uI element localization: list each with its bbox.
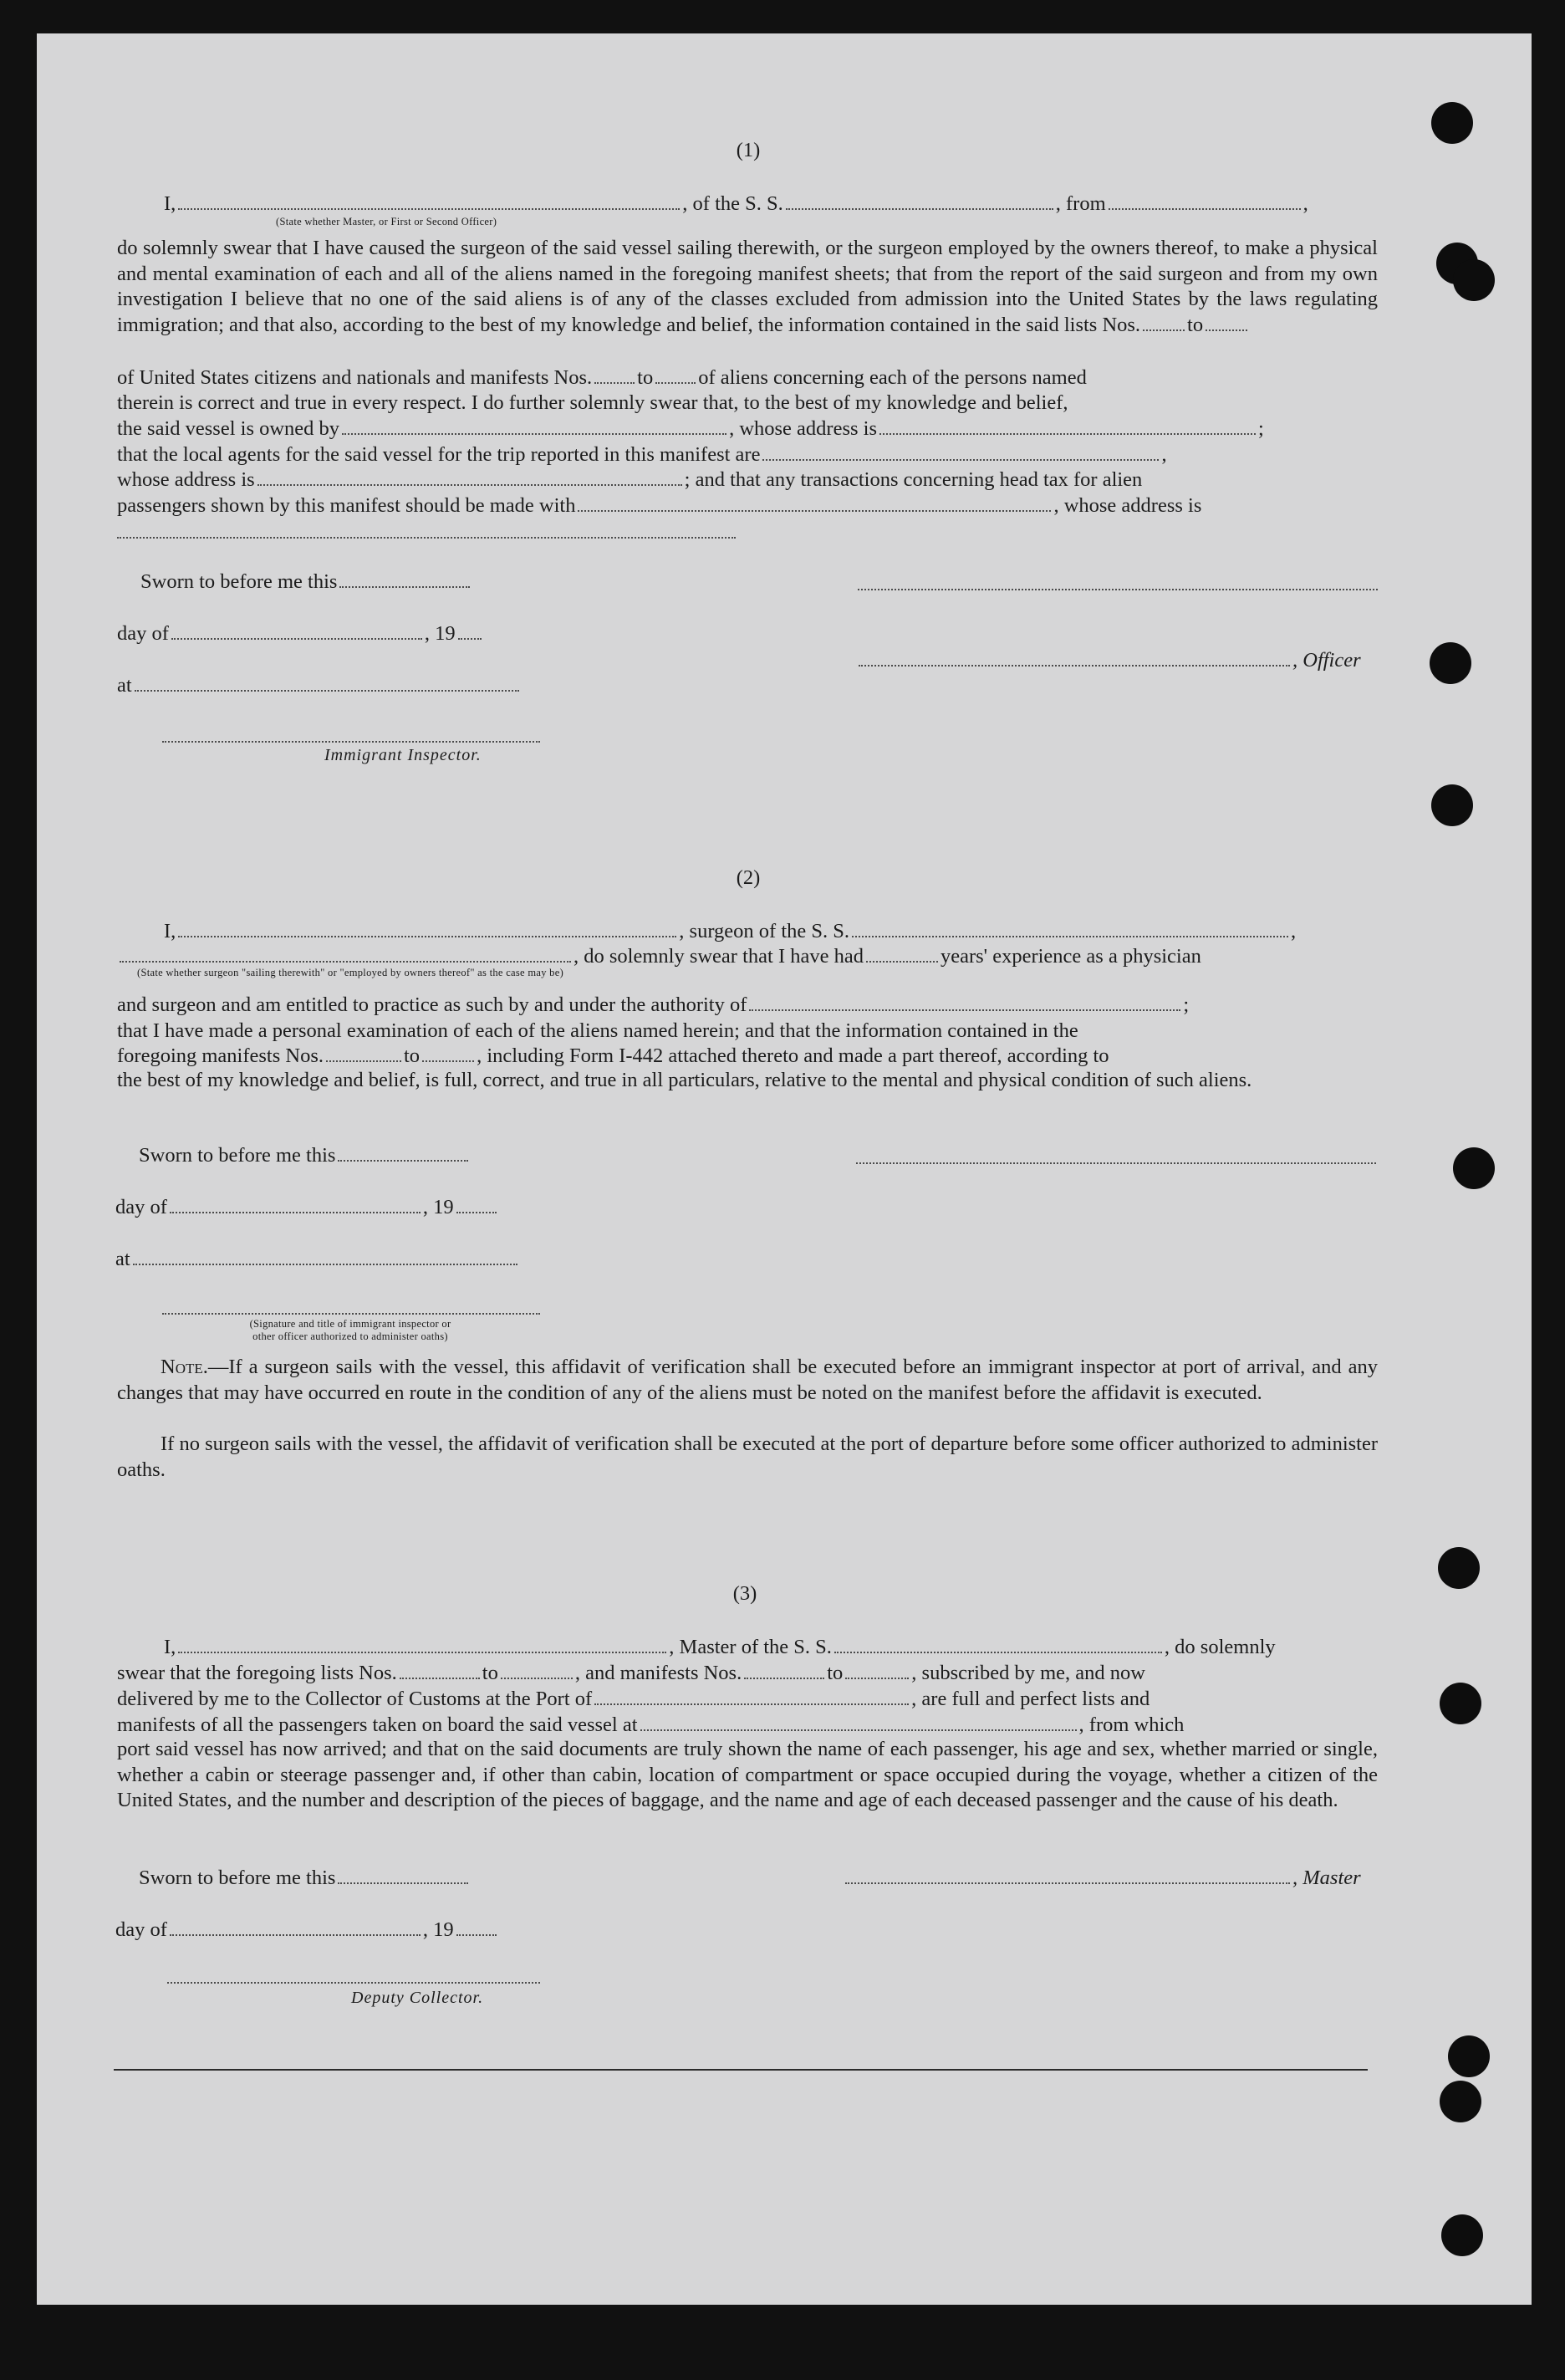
section-3-line-1: I, , Master of the S. S. , do solemnly [164, 1636, 1276, 1658]
section-3-number: (3) [732, 1582, 757, 1605]
section-2-caption: (State whether surgeon "sailing therewith" or "employed by owners thereof" as the case may be) [137, 967, 564, 978]
surgeon-vessel-field[interactable] [852, 936, 1288, 937]
section-2-personal-line: that I have made a personal examination of each of the aliens named herein; and that the information contained in the [117, 1019, 1078, 1042]
section-3-swear-line: swear that the foregoing lists Nos. to , and manifests Nos. to , subscribed by me, and now [117, 1662, 1145, 1684]
punch-hole [1430, 642, 1471, 684]
section-1-whose-line: whose address is ; and that any transactions concerning head tax for alien [117, 468, 1143, 491]
owner-field[interactable] [342, 433, 726, 435]
section-1-day-of: day of , 19 [117, 621, 484, 646]
section-1-number: (1) [736, 139, 761, 161]
manifests-to-field[interactable] [655, 382, 696, 384]
from-port-field[interactable] [1109, 208, 1301, 210]
section-1-therein-line: therein is correct and true in every respect. I do further solemnly swear that, to the best of my knowledge and belief, [117, 391, 1068, 414]
punch-hole [1441, 2214, 1483, 2256]
inspector-label: Immigrant Inspector. [324, 746, 482, 764]
surgeon-name-field[interactable] [178, 936, 676, 937]
punch-hole [1453, 259, 1495, 301]
head-tax-party-field[interactable] [578, 510, 1051, 512]
punch-hole [1440, 2081, 1481, 2122]
master-manifests-to-field[interactable] [845, 1678, 909, 1679]
section-1-sworn: Sworn to before me this [140, 569, 472, 595]
month-field[interactable] [171, 638, 422, 640]
agents-field[interactable] [762, 459, 1159, 461]
port-field[interactable] [594, 1703, 909, 1705]
master-lists-from-field[interactable] [400, 1678, 480, 1679]
sworn-day-field[interactable] [339, 586, 470, 588]
signature-caption: (Signature and title of immigrant inspector or other officer authorized to administer oaths) [249, 1318, 451, 1342]
punch-hole [1438, 1547, 1480, 1589]
surgeon-status-field[interactable] [120, 961, 571, 963]
section-3-delivered-line: delivered by me to the Collector of Customs at the Port of , are full and perfect lists and [117, 1688, 1150, 1710]
at-place-field-2[interactable] [133, 1264, 517, 1265]
section-2-sworn: Sworn to before me this [139, 1142, 471, 1168]
at-place-field[interactable] [135, 690, 519, 692]
year-field-2[interactable] [456, 1212, 497, 1213]
section-1-officer-row: , Officer [856, 647, 1361, 673]
section-1-at: at [117, 672, 522, 698]
head-tax-address-field[interactable] [117, 537, 736, 539]
section-1-paragraph: do solemnly swear that I have caused the surgeon of the said vessel sailing therewith, or the surgeon employed by the owners thereof, to make a physical and mental examination of each and all of the aliens named in the foregoing manifest sheets; that from the report of the said surgeon and from my own investigation I believe that no one of the said aliens is of any of the classes excluded from admission into the United States by the laws regulating immigration; and that also, according to the best of my knowledge and belief, the information contained in the said lists Nos. to [117, 237, 1378, 336]
punch-hole [1431, 784, 1473, 826]
years-experience-field[interactable] [866, 961, 938, 963]
master-signature-line[interactable] [845, 1882, 1290, 1884]
note-label: Note. [161, 1356, 208, 1378]
note-paragraph: Note.—If a surgeon sails with the vessel, this affidavit of verification shall be executed before an immigrant inspector at port of arrival, and any changes that may have occurred en route in the condition of any of the aliens must be noted on the manifest before the affidavit is executed. [117, 1356, 1378, 1404]
section-1-citizens-line: of United States citizens and nationals and manifests Nos. to of aliens concerning each of the persons named [117, 366, 1087, 389]
surgeon-manifests-to-field[interactable] [422, 1060, 474, 1062]
section-1-agents-line: that the local agents for the said vessel for the trip reported in this manifest are , [117, 443, 1167, 466]
punch-hole [1453, 1147, 1495, 1189]
authority-field[interactable] [749, 1009, 1180, 1011]
master-vessel-field[interactable] [834, 1652, 1162, 1653]
section-2-number: (2) [736, 866, 761, 889]
surgeon-signature-line[interactable] [856, 1162, 1376, 1164]
sworn-day-field-2[interactable] [338, 1160, 468, 1162]
vessel-name-field[interactable] [786, 208, 1053, 210]
punch-hole [1448, 2035, 1490, 2077]
master-lists-to-field[interactable] [501, 1678, 573, 1679]
owner-address-field[interactable] [879, 433, 1256, 435]
note-paragraph-2: If no surgeon sails with the vessel, the affidavit of verification shall be executed at the port of departure before some officer authorized to administer oaths. [117, 1433, 1378, 1481]
punch-hole [1431, 102, 1473, 144]
section-3-master-row: , Master [843, 1865, 1361, 1891]
lists-to-field[interactable] [1206, 329, 1247, 331]
section-2-line-1: I, , surgeon of the S. S. , [164, 920, 1297, 942]
bottom-rule [114, 2069, 1368, 2071]
boarding-port-field[interactable] [640, 1729, 1077, 1731]
punch-hole [1440, 1683, 1481, 1724]
manifests-from-field[interactable] [594, 382, 635, 384]
section-2-foregoing-line: foregoing manifests Nos. to , including Form I-442 attached thereto and made a part thereof, according to [117, 1044, 1109, 1067]
year-field-3[interactable] [456, 1934, 497, 1936]
master-name-field[interactable] [178, 1652, 666, 1653]
section-1-caption: (State whether Master, or First or Second Officer) [276, 216, 497, 227]
lists-from-field[interactable] [1143, 329, 1185, 331]
section-1-owned-line: the said vessel is owned by , whose address is ; [117, 417, 1264, 440]
year-field[interactable] [458, 638, 482, 640]
sworn-day-field-3[interactable] [338, 1882, 468, 1884]
surgeon-manifests-from-field[interactable] [326, 1060, 401, 1062]
agents-address-field[interactable] [257, 484, 682, 486]
section-2-best-paragraph: the best of my knowledge and belief, is full, correct, and true in all particulars, relative to the mental and physical condition of such aliens. [117, 1069, 1252, 1091]
officer-signature-line[interactable] [858, 589, 1378, 590]
section-3-sworn: Sworn to before me this [139, 1865, 471, 1891]
month-field-2[interactable] [170, 1212, 421, 1213]
month-field-3[interactable] [170, 1934, 421, 1936]
section-2-at: at [115, 1246, 520, 1272]
section-1-line-1: I, , of the S. S. , from , [164, 192, 1308, 215]
deputy-collector-signature-line[interactable] [167, 1982, 540, 1984]
deputy-collector-label: Deputy Collector. [351, 1989, 484, 2007]
section-1-passengers-line: passengers shown by this manifest should be made with , whose address is [117, 494, 1202, 517]
section-2-line-2: , do solemnly swear that I have had years' experience as a physician [117, 943, 1201, 969]
section-3-paragraph: port said vessel has now arrived; and that on the said documents are truly shown the name of each passenger, his age and sex, whether married or single, whether a cabin or steerage passenger and, if other than cabin, location of compartment or space occupied during the voyage, whether a citizen of the United States, and the number and description of the pieces of baggage, and the name and age of each deceased passenger and the cause of his death. [117, 1738, 1378, 1812]
master-manifests-from-field[interactable] [744, 1678, 824, 1679]
section-2-practice-line: and surgeon and am entitled to practice as such by and under the authority of ; [117, 993, 1190, 1016]
authorized-officer-signature-line[interactable] [162, 1313, 540, 1315]
officer-title-field[interactable] [859, 665, 1290, 667]
inspector-signature-line[interactable] [162, 741, 540, 743]
section-3-manifests-line: manifests of all the passengers taken on board the said vessel at , from which [117, 1713, 1185, 1736]
officer-name-field[interactable] [178, 208, 680, 210]
section-2-day-of: day of , 19 [115, 1194, 499, 1220]
section-3-day-of: day of , 19 [115, 1917, 499, 1943]
